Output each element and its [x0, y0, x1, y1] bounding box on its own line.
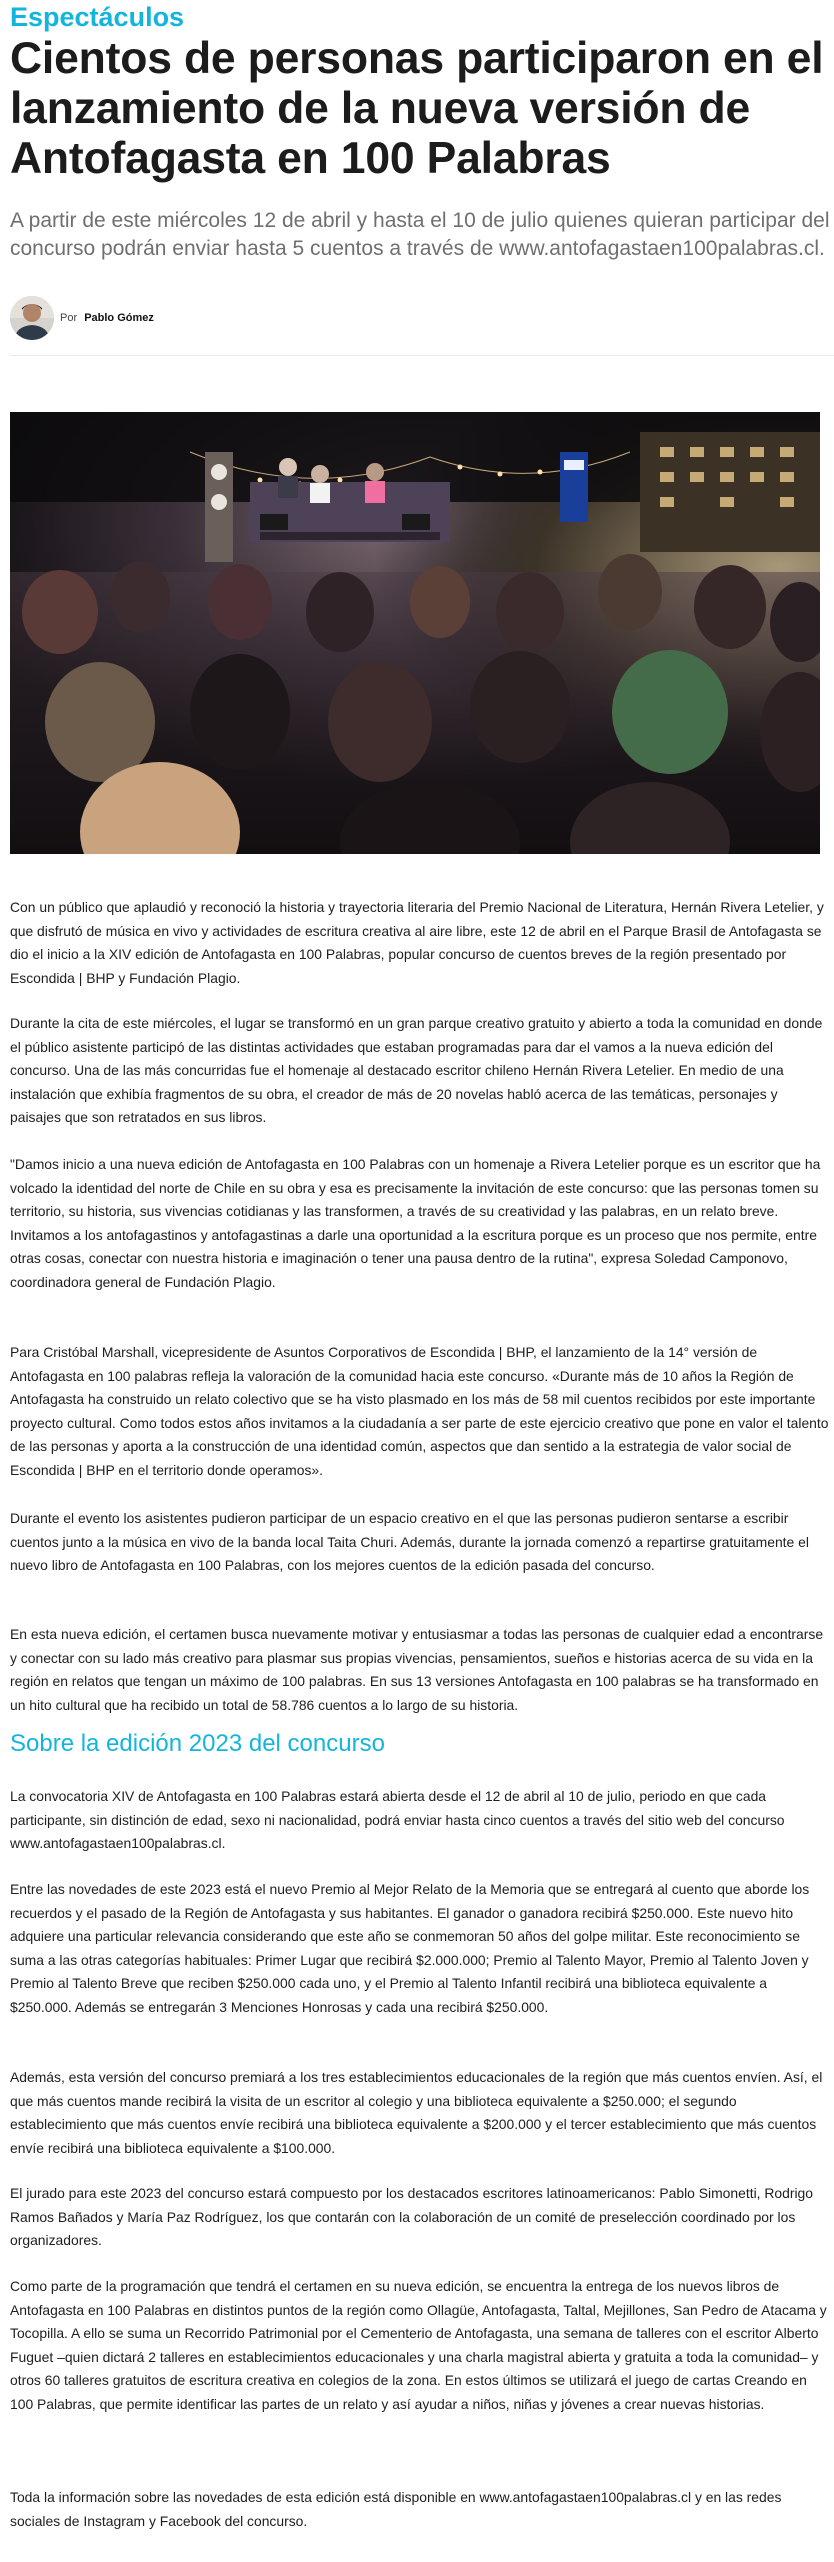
paragraph: En esta nueva edición, el certamen busca nuevamente motivar y entusiasmar a todas las personas de cualquier edad a encontrarse y conectar con su lado más creativo para plasmar sus propias vivencias, pensamientos, sueños e historias acerca de su vida en la región en relatos que tengan un máximo de 100 palabras. En sus 13 versiones Antofagasta en 100 palabras se ha transformado en un hito cultural que ha recibido un total de 58.786 cuentos a lo largo de su historia.	[10, 1626, 824, 1713]
paragraph: Entre las novedades de este 2023 está el nuevo Premio al Mejor Relato de la Memoria que se entregará al cuento que aborde los recuerdos y el pasado de la Región de Antofagasta y sus habitantes. El ganador o ganadora recibirá $250.000. Este nuevo hito adquiere una particular relevancia considerando que este año se conmemoran 50 años del golpe militar. Este reconocimiento se suma a las otras categorías habituales: Primer Lugar que recibirá $2.000.000; Premio al Talento Mayor, Premio al Talento Joven y Premio al Talento Breve que reciben $250.000 cada uno, y el Premio al Talento Infantil recibirá una biblioteca equivalente a $250.000. Además se entregarán 3 Menciones Honrosas y cada una recibirá $250.000.	[10, 1881, 810, 2015]
article-title: Cientos de personas participaron en el lanzamiento de la nueva versión de Antofagasta en 100 Palabras	[10, 34, 824, 183]
paragraph: "Damos inicio a una nueva edición de Antofagasta en 100 Palabras con un homenaje a Rivera Letelier porque es un escritor que ha volcado la identidad del norte de Chile en su obra y esa es precisamente la invitación de este concurso: que las personas tomen su territorio, su historia, sus vivencias cotidianas y las transformen, a través de su creatividad y las palabras, en un relato breve. Invitamos a los antofagastinos y antofagastinas a darle una oportunidad a la escritura porque es un proceso que nos permite, entre otras cosas, conectar con nuestra historia e imaginación o tener una pausa dentro de la rutina", expresa Soledad Camponovo, coordinadora general de Fundación Plagio.	[10, 1156, 821, 1290]
paragraph: Toda la información sobre las novedades de esta edición está disponible en www.antofagastaen100palabras.cl y en las redes sociales de Instagram y Facebook del concurso.	[10, 2489, 782, 2529]
paragraph: Para Cristóbal Marshall, vicepresidente de Asuntos Corporativos de Escondida | BHP, el lanzamiento de la 14° versión de Antofagasta en 100 palabras refleja la valoración de la comunidad hacia este concurso. «Durante más de 10 años la Región de Antofagasta ha construido un relato colectivo que se ha visto plasmado en los más de 58 mil cuentos recibidos por este importante proyecto cultural. Como todos estos años invitamos a la ciudadanía a ser parte de este ejercicio creativo que pone en valor el talento de las personas y aporta a la construcción de una identidad común, aspectos que dan sentido a la estrategia de valor social de Escondida | BHP en el territorio donde operamos».	[10, 1344, 829, 1478]
paragraph: Durante la cita de este miércoles, el lugar se transformó en un gran parque creativo gratuito y abierto a toda la comunidad en donde el público asistente participó de las distintas actividades que estaban programadas para dar el vamos a la nueva edición del concurso. Una de las más concurridas fue el homenaje al destacado escritor chileno Hernán Rivera Letelier. En medio de una instalación que exhibía fragmentos de su obra, el creador de más de 20 novelas habló acerca de las temáticas, personajes y paisajes que son retratados en sus libros.	[10, 1015, 823, 1125]
paragraph: Con un público que aplaudió y reconoció la historia y trayectoria literaria del Premio Nacional de Literatura, Hernán Rivera Letelier, y que disfrutó de música en vivo y actividades de escritura creativa al aire libre, este 12 de abril en el Parque Brasil de Antofagasta se dio el inicio a la XIV edición de Antofagasta en 100 Palabras, popular concurso de cuentos breves de la región presentado por Escondida | BHP y Fundación Plagio.	[10, 899, 824, 986]
author-avatar[interactable]	[10, 296, 54, 340]
paragraph: Durante el evento los asistentes pudieron participar de un espacio creativo en el que las personas pudieron sentarse a escribir cuentos junto a la música en vivo de la banda local Taita Churi. Además, durante la jornada comenzó a repartirse gratuitamente el nuevo libro de Antofagasta en 100 Palabras, con los mejores cuentos de la edición pasada del concurso.	[10, 1510, 809, 1573]
article-lead: A partir de este miércoles 12 de abril y hasta el 10 de julio quienes quieran participar del concurso podrán enviar hasta 5 cuentos a través de www.antofagastaen100palabras.cl.	[10, 209, 830, 260]
author-name[interactable]: Pablo Gómez	[84, 312, 154, 324]
paragraph: Además, esta versión del concurso premiará a los tres establecimientos educacionales de la región que más cuentos envíen. Así, el que más cuentos mande recibirá la visita de un escritor al colegio y una biblioteca equivalente a $250.000; el segundo establecimiento que más cuentos envíe recibirá una biblioteca equivalente a $200.000 y el tercer establecimiento que más cuentos envíe recibirá una biblioteca equivalente a $100.000.	[10, 2069, 823, 2156]
divider	[10, 355, 834, 356]
section-subhead: Sobre la edición 2023 del concurso	[10, 1730, 385, 1757]
byline-prefix: Por	[60, 312, 78, 324]
event-photo	[10, 412, 820, 854]
byline-text	[60, 312, 154, 324]
section-label[interactable]: Espectáculos	[10, 2, 185, 32]
paragraph: Como parte de la programación que tendrá el certamen en su nueva edición, se encuentra la entrega de los nuevos libros de Antofagasta en 100 Palabras en distintos puntos de la región como Ollagüe, Antofagasta, Taltal, Mejillones, San Pedro de Atacama y Tocopilla. A ello se suma un Recorrido Patrimonial por el Cementerio de Antofagasta, una semana de talleres con el escritor Alberto Fuguet –quien dictará 2 talleres en establecimientos educacionales y una charla magistral abierta y gratuita a toda la comunidad– y otros 60 talleres gratuitos de escritura creativa en colegios de la zona. En estos últimos se utilizará el juego de cartas Creando en 100 Palabras, que permite identificar las partes de un relato y así ayudar a niños, niñas y jóvenes a crear nuevas historias.	[10, 2278, 827, 2412]
byline	[10, 296, 834, 344]
paragraph: El jurado para este 2023 del concurso estará compuesto por los destacados escritores latinoamericanos: Pablo Simonetti, Rodrigo Ramos Bañados y María Paz Rodríguez, los que contarán con la colaboración de un comité de preselección coordinado por los organizadores.	[10, 2185, 814, 2248]
paragraph: La convocatoria XIV de Antofagasta en 100 Palabras estará abierta desde el 12 de abril al 10 de julio, periodo en que cada participante, sin distinción de edad, sexo ni nacionalidad, podrá enviar hasta cinco cuentos a través del sitio web del concurso www.antofagastaen100palabras.cl.	[10, 1788, 785, 1851]
